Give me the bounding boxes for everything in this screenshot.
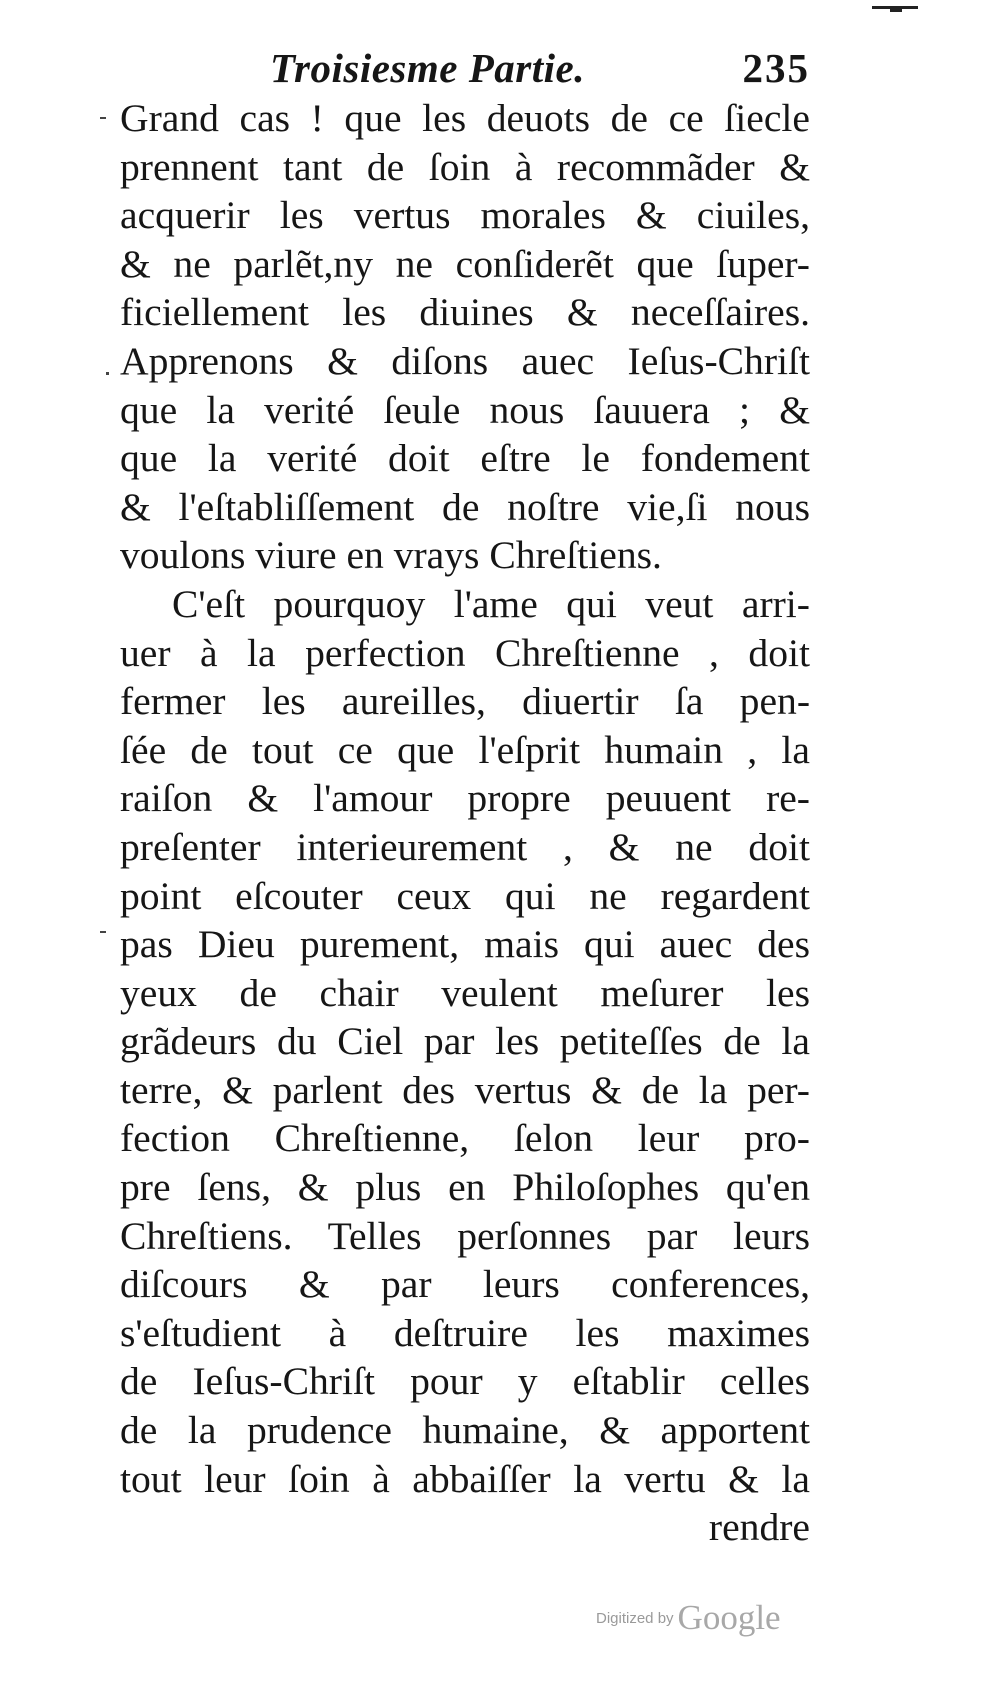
- text-line: terre, & parlent des vertus & de la per-: [120, 1067, 810, 1112]
- running-title: Troisiesme Partie.: [270, 45, 585, 91]
- text-line: ſée de tout ce que l'eſprit humain , la: [120, 727, 810, 772]
- page-header: [270, 40, 810, 96]
- text-line: preſenter interieurement , & ne doit: [120, 824, 810, 869]
- text-line: que la verité ſeule nous ſauuera ; &: [120, 387, 810, 432]
- text-line: acquerir les vertus morales & ciuiles,: [120, 193, 810, 238]
- text-line: & l'eſtabliſſement de noſtre vie,ſi nous: [120, 484, 810, 529]
- catchword: rendre: [708, 1505, 810, 1550]
- body-text: [120, 94, 810, 1552]
- text-line: prennent tant de ſoin à recommãder &: [120, 144, 810, 189]
- text-line: raiſon & l'amour propre peuuent re-: [120, 776, 810, 821]
- text-line: Apprenons & diſons auec Ieſus-Chriſt: [120, 338, 810, 383]
- text-line: fection Chreſtienne, ſelon leur pro-: [120, 1116, 810, 1161]
- text-line: pre ſens, & plus en Philoſophes qu'en: [120, 1165, 810, 1210]
- text-line: ficiellement les diuines & neceſſaires.: [120, 290, 810, 335]
- text-line: & ne parlẽt,ny ne conſiderẽt que ſuper-: [120, 241, 810, 286]
- text-line: C'eſt pourquoy l'ame qui veut arri-: [172, 581, 810, 626]
- text-line: fermer les aureilles, diuertir ſa pen-: [120, 679, 810, 724]
- text-line: tout leur ſoin à abbaiſſer la vertu & la: [120, 1456, 810, 1501]
- digitized-by-label: Digitized by: [596, 1610, 674, 1627]
- margin-mark: [106, 372, 109, 375]
- digitization-watermark: [596, 1598, 781, 1638]
- text-line: de la prudence humaine, & apportent: [120, 1408, 810, 1453]
- page-number: 235: [742, 45, 810, 91]
- scan-edge-mark: [872, 6, 918, 9]
- google-wordmark: Google: [677, 1598, 781, 1637]
- text-line: voulons viure en vrays Chreſtiens.: [120, 533, 662, 578]
- text-line: de Ieſus-Chriſt pour y eſtablir celles: [120, 1359, 810, 1404]
- text-line: diſcours & par leurs conferences,: [120, 1262, 810, 1307]
- text-line: uer à la perfection Chreſtienne , doit: [120, 630, 810, 675]
- margin-mark: [100, 117, 106, 119]
- text-line: pas Dieu purement, mais qui auec des: [120, 922, 810, 967]
- text-line: s'eſtudient à deſtruire les maximes: [120, 1310, 810, 1355]
- text-line: Grand cas ! que les deuots de ce ſiecle: [120, 96, 810, 140]
- text-line: yeux de chair veulent meſurer les: [120, 970, 810, 1015]
- text-line: Chreſtiens. Telles perſonnes par leurs: [120, 1213, 810, 1258]
- margin-mark: [100, 931, 106, 933]
- text-line: que la verité doit eſtre le fondement: [120, 436, 810, 481]
- text-line: point eſcouter ceux qui ne regardent: [120, 873, 810, 918]
- text-line: grãdeurs du Ciel par les petiteſſes de la: [120, 1019, 810, 1064]
